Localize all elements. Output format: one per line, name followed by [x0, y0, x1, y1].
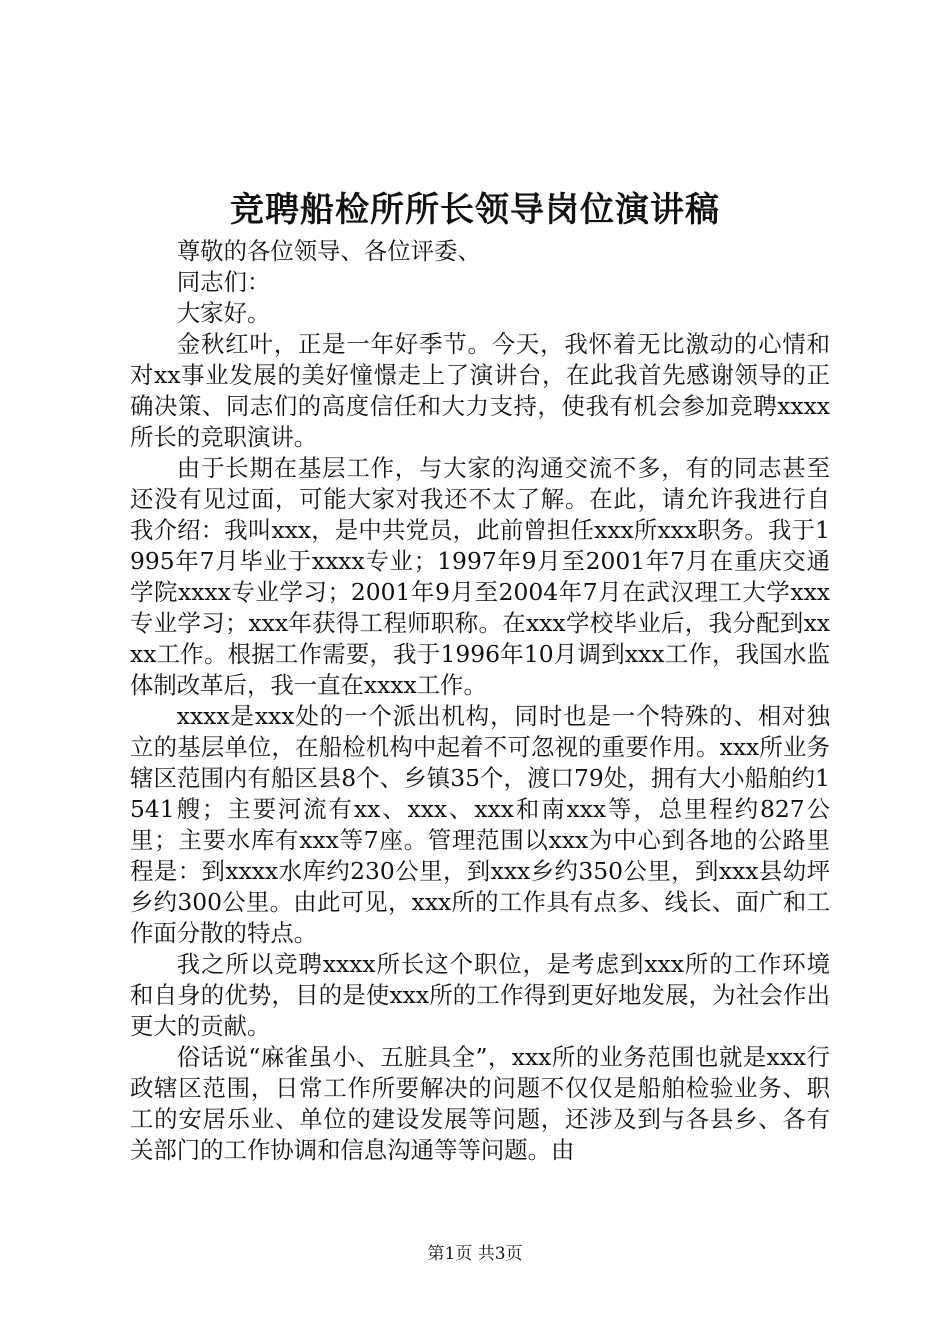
page-number-footer: 第1页 共3页 — [427, 1244, 523, 1264]
paragraph-self-introduction: 由于长期在基层工作，与大家的沟通交流不多，有的同志甚至还没有见过面，可能大家对我还不太了解。在此，请允许我进行自我介绍：我叫xxx，是中共党员，此前曾担任xxx所xxx职务。我于1995年7月毕业于xxxx专业；1997年9月至2001年7月在重庆交通学院xxxx专业学习；2001年9月至2004年7月在武汉理工大学xxx专业学习；xxx年获得工程师职称。在xxx学校毕业后，我分配到xxxx工作。根据工作需要，我于1996年10月调到xxx工作，我国水监体制改革后，我一直在xxxx工作。 — [130, 454, 830, 699]
paragraph-opening: 金秋红叶，正是一年好季节。今天，我怀着无比激动的心情和对xx事业发展的美好憧憬走上了演讲台，在此我首先感谢领导的正确决策、同志们的高度信任和大力支持，使我有机会参加竞聘xxxx所长的竞职演讲。 — [130, 330, 830, 451]
document-body — [130, 236, 830, 1166]
paragraph-salutation-1: 尊敬的各位领导、各位评委、 — [176, 237, 481, 265]
paragraph-greeting: 大家好。 — [176, 299, 271, 327]
paragraph-motivation: 我之所以竞聘xxxx所长这个职位，是考虑到xxx所的工作环境和自身的优势，目的是使xxx所的工作得到更好地发展，为社会作出更大的贡献。 — [130, 950, 830, 1040]
paragraph-business-scope: 俗话说“麻雀虽小、五脏具全”，xxx所的业务范围也就是xxx行政辖区范围，日常工作所要解决的问题不仅仅是船舶检验业务、职工的安居乐业、单位的建设发展等问题，还涉及到与各县乡、各有关部门的工作协调和信息沟通等等问题。由 — [130, 1043, 830, 1164]
document-title: 竞聘船检所所长领导岗位演讲稿 — [230, 190, 720, 230]
paragraph-salutation-2: 同志们： — [176, 268, 271, 296]
paragraph-unit-overview: xxxx是xxx处的一个派出机构，同时也是一个特殊的、相对独立的基层单位，在船检机构中起着不可忽视的重要作用。xxx所业务辖区范围内有船区县8个、乡镇35个，渡口79处，拥有大小船舶约1541艘；主要河流有xx、xxx、xxx和南xxx等，总里程约827公里；主要水库有xxx等7座。管理范围以xxx为中心到各地的公路里程是：到xxxx水库约230公里，到xxx乡约350公里，到xxx县幼坪乡约300公里。由此可见，xxx所的工作具有点多、线长、面广和工作面分散的特点。 — [130, 702, 830, 947]
